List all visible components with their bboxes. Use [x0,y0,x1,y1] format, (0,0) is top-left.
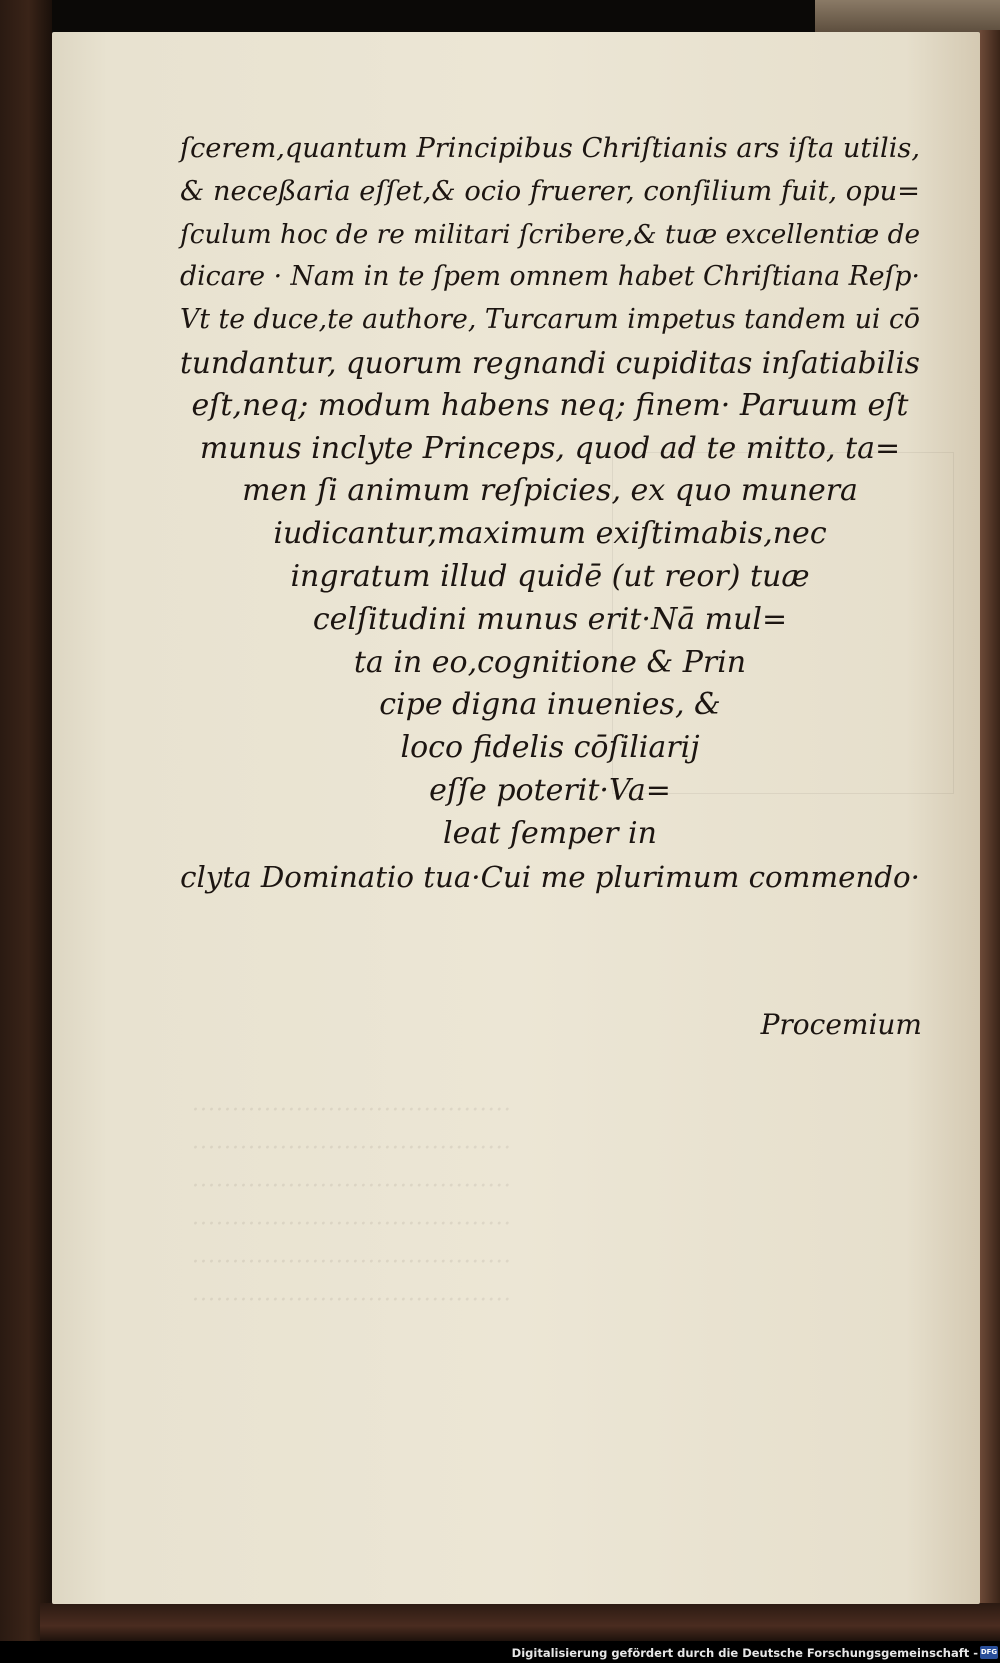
text-line: ta in eo,cognitione & Prin [353,644,747,680]
text-line: men ſi animum reſpicies, ex quo munera [242,473,858,509]
text-line: dicare · Nam in te ſpem omnem habet Chriſtiana Reſp· [180,261,920,293]
text-line: munus inclyte Princeps, quod ad te mitto, ta= [199,430,901,466]
book-board-top-right [815,0,1000,34]
book-spine-edge [0,0,52,1663]
text-line: eſt,neq; modum habens neq; finem· Paruum eſt [191,387,909,423]
footer-credit-text: Digitalisierung gefördert durch die Deutsche Forschungsgemeinschaft - [511,1646,978,1660]
text-line: Vt te duce,te authore, Turcarum impetus tandem ui cō [180,304,920,336]
text-line: leat ſemper in [443,815,657,851]
latin-text-block [180,128,920,898]
catchword: Procemium [760,1008,922,1041]
text-line: cipe digna inuenies, & [379,687,721,723]
text-line: & neceßaria eſſet,& ocio fruerer, conſilium fuit, opu= [180,175,920,207]
text-line: tundantur, quorum regnandi cupiditas inſatiabilis [180,345,920,380]
text-line: celſitudini munus erit·Nā mul= [312,601,788,637]
text-line-last: clyta Dominatio tua·Cui me plurimum commendo· [180,859,920,894]
reverse-page-show-through: ········································ ········································ ········································ ········································ ········································ ········································ [192,1098,512,1313]
footer-bar [0,1641,1000,1663]
text-line: loco fidelis cōſiliarij [400,730,700,766]
dfg-logo-icon: DFG [980,1646,998,1659]
book-board-bottom [40,1603,1000,1641]
text-line: ingratum illud quidē (ut reor) tuæ [290,558,810,594]
text-line: ſculum hoc de re militari ſcribere,& tuæ excellentiæ de [180,219,921,250]
text-line: ſcerem,quantum Principibus Chriſtianis ars iſta utilis, [180,133,920,164]
text-line: iudicantur,maximum exiſtimabis,nec [273,516,827,552]
text-line: eſſe poterit·Va= [429,772,671,808]
book-board-right [980,30,1000,1640]
